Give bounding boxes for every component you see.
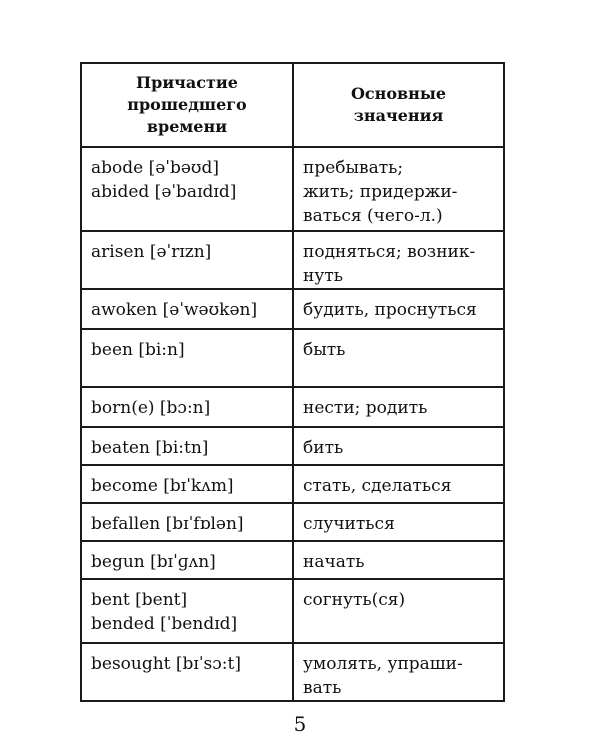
- meaning-cell: [293, 147, 504, 231]
- participle-line: beaten [bi:tn]: [91, 438, 209, 458]
- participle-line: befallen [bɪˈfɒlən]: [91, 514, 244, 534]
- meaning-line: бить: [303, 438, 344, 458]
- table-row: [81, 329, 504, 387]
- table-row: [81, 427, 504, 465]
- participle-cell: [81, 289, 293, 329]
- meaning-line: случиться: [303, 514, 395, 534]
- participle-line: abode [əˈbəʊd]: [91, 158, 219, 178]
- table-row: [81, 503, 504, 541]
- meaning-line: согнуть(ся): [303, 590, 406, 610]
- meaning-line: вать: [303, 678, 342, 698]
- participle-line: begun [bɪˈɡʌn]: [91, 552, 216, 572]
- meaning-line: нуть: [303, 266, 343, 286]
- participle-cell: [81, 503, 293, 541]
- meaning-line: подняться; возник-: [303, 242, 476, 262]
- meaning-cell: [293, 329, 504, 387]
- meaning-cell: [293, 541, 504, 579]
- meaning-cell: [293, 579, 504, 643]
- table-row: [81, 231, 504, 289]
- meaning-line: ваться (чего-л.): [303, 206, 443, 226]
- table-row: [81, 387, 504, 427]
- meaning-cell: [293, 427, 504, 465]
- table-row: [81, 147, 504, 231]
- header-line: значения: [353, 106, 444, 125]
- table-row: [81, 289, 504, 329]
- participle-line: bent [bent]: [91, 590, 188, 610]
- table-row: [81, 579, 504, 643]
- meaning-line: нести; родить: [303, 398, 428, 418]
- participle-cell: [81, 329, 293, 387]
- participle-line: bended [ˈbendɪd]: [91, 614, 238, 634]
- participle-line: arisen [əˈrɪzn]: [91, 242, 212, 262]
- participle-cell: [81, 579, 293, 643]
- meaning-cell: [293, 289, 504, 329]
- page-number: 5: [293, 712, 307, 736]
- participle-cell: [81, 465, 293, 503]
- participle-line: become [bɪˈkʌm]: [91, 476, 234, 496]
- meaning-line: стать, сделаться: [303, 476, 452, 496]
- meaning-cell: [293, 643, 504, 701]
- meaning-cell: [293, 503, 504, 541]
- participle-line: been [bi:n]: [91, 340, 185, 360]
- header-line: Основные: [350, 84, 447, 103]
- meaning-line: умолять, упраши-: [303, 654, 463, 674]
- meaning-cell: [293, 387, 504, 427]
- meaning-line: жить; придержи-: [303, 182, 458, 202]
- participle-line: awoken [əˈwəʊkən]: [91, 300, 258, 320]
- header-line: Причастие: [136, 73, 238, 92]
- meaning-line: начать: [303, 552, 365, 572]
- meaning-line: пребывать;: [303, 158, 404, 178]
- participle-line: abided [əˈbaɪdɪd]: [91, 182, 237, 202]
- meaning-line: быть: [303, 340, 346, 360]
- header-line: времени: [146, 117, 228, 136]
- header-main-meanings: [293, 63, 504, 147]
- participle-cell: [81, 147, 293, 231]
- table-row: [81, 541, 504, 579]
- participle-line: besought [bɪˈsɔ:t]: [91, 654, 241, 674]
- meaning-line: будить, проснуться: [303, 300, 477, 320]
- participle-cell: [81, 231, 293, 289]
- verb-table: [80, 62, 505, 702]
- participle-line: born(e) [bɔ:n]: [91, 398, 211, 418]
- header-past-participle: [81, 63, 293, 147]
- participle-cell: [81, 643, 293, 701]
- meaning-cell: [293, 231, 504, 289]
- participle-cell: [81, 387, 293, 427]
- header-line: прошедшего: [127, 95, 247, 114]
- table-row: [81, 643, 504, 701]
- table-header-row: [81, 63, 504, 147]
- table-row: [81, 465, 504, 503]
- participle-cell: [81, 427, 293, 465]
- participle-cell: [81, 541, 293, 579]
- meaning-cell: [293, 465, 504, 503]
